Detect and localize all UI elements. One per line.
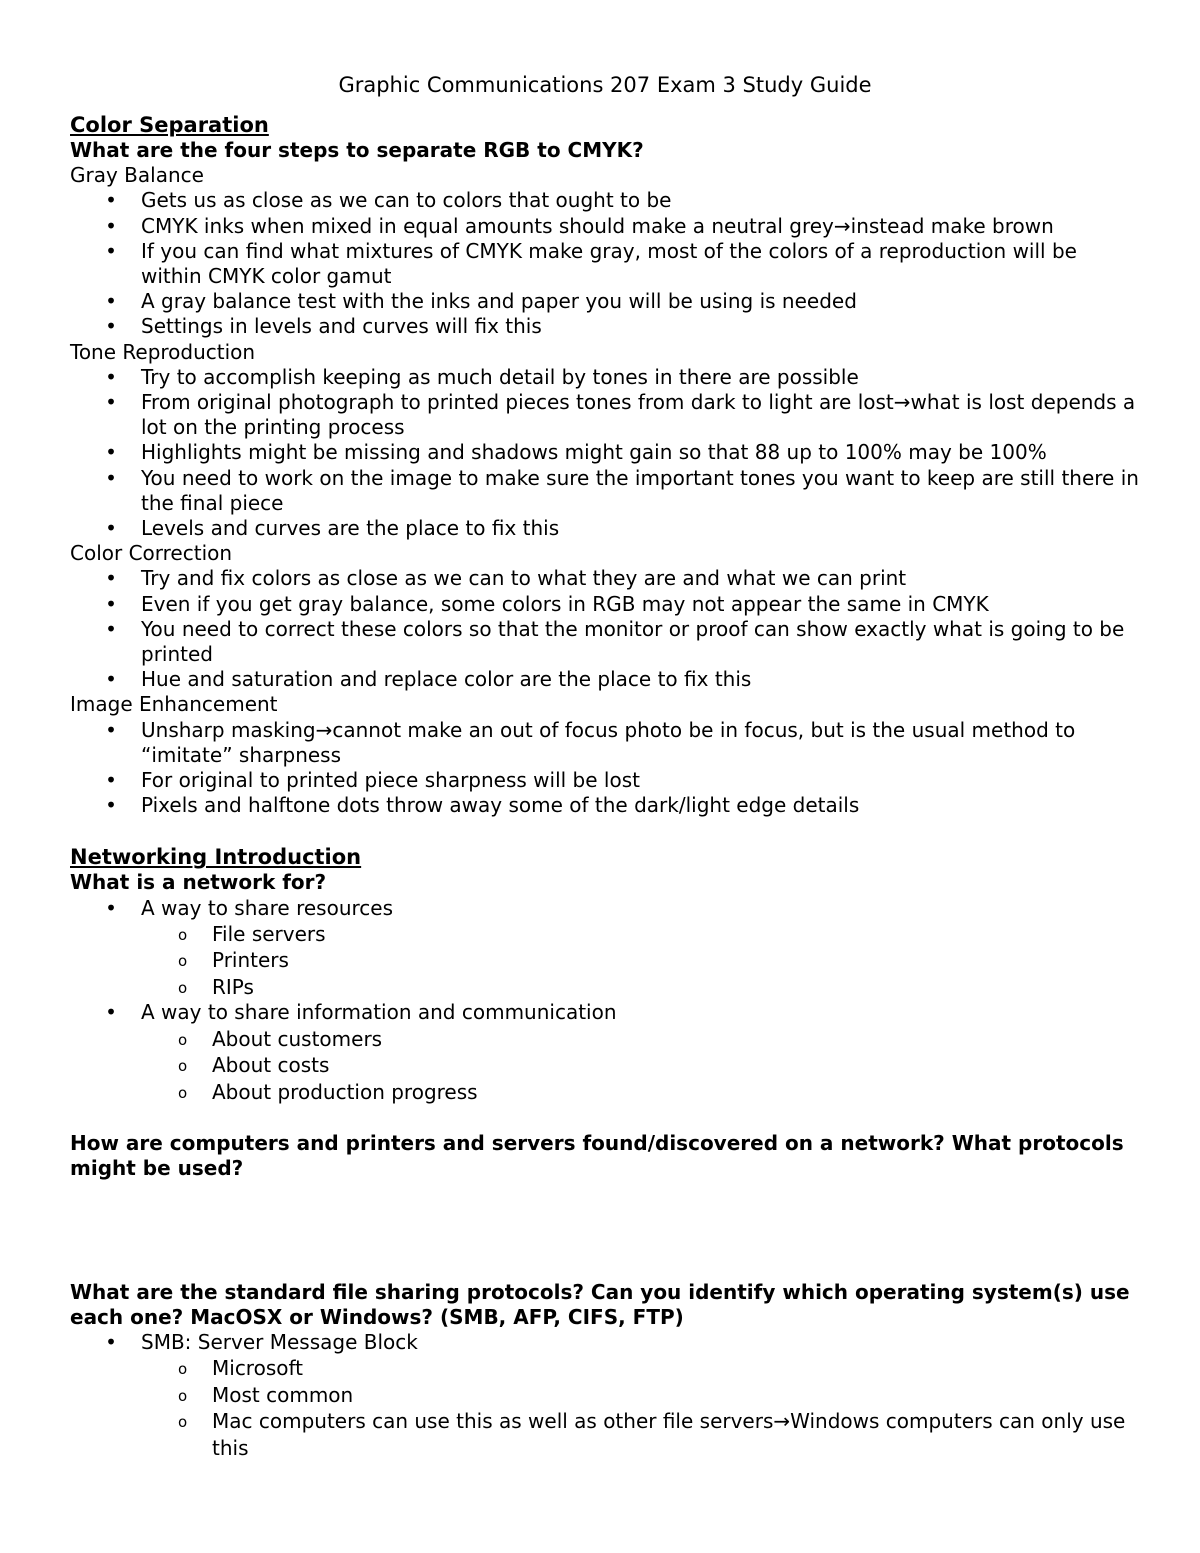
bullet-icon: •	[105, 717, 117, 742]
list-item: • CMYK inks when mixed in equal amounts should make a neutral grey→instead make brown	[105, 213, 1054, 238]
bullet-icon: •	[105, 188, 117, 213]
sublist-item: o RIPs	[141, 974, 1140, 1001]
gray-balance-list	[70, 188, 1140, 339]
list-item: • Hue and saturation and replace color are the place to fix this	[105, 667, 752, 692]
subheading-image-enhancement: Image Enhancement	[70, 692, 278, 717]
sublist-item: o Mac computers can use this as well as other file servers→Windows computers can only use this	[178, 1409, 1126, 1460]
bullet-icon: •	[105, 390, 117, 415]
sublist	[141, 1355, 1140, 1461]
sublist	[141, 1026, 1140, 1106]
bullet-icon: •	[105, 465, 117, 490]
tone-reproduction-list	[70, 365, 1140, 541]
bullet-icon: •	[105, 793, 117, 818]
sublist-item: o Printers	[141, 947, 1140, 974]
section-heading-networking: Networking Introduction	[70, 845, 362, 870]
list-item: • SMB: Server Message Block o Microsoft o Most common o Mac computers can use this as well as other file servers→Windows computers can only use this	[70, 1330, 1140, 1461]
spacer	[70, 1182, 1140, 1280]
question-network-purpose: What is a network for?	[70, 870, 327, 895]
list-item: • Settings in levels and curves will fix this	[105, 314, 542, 339]
list-item: • Levels and curves are the place to fix this	[105, 516, 560, 541]
list-item: • From original photograph to printed pieces tones from dark to light are lost→what is lost depends a lot on the printing process	[105, 390, 1136, 440]
list-item: • Try and fix colors as close as we can to what they are and what we can print	[105, 566, 907, 591]
question-file-sharing-protocols: What are the standard file sharing protocols? Can you identify which operating system(s) use each one? MacOSX or Windows? (SMB, AFP, CIFS, FTP)	[70, 1279, 1130, 1329]
bullet-icon: •	[105, 566, 117, 591]
list-item: • Highlights might be missing and shadows might gain so that 88 up to 100% may be 100%	[105, 440, 1047, 465]
bullet-icon: •	[105, 213, 117, 238]
circle-bullet-icon: o	[178, 1386, 188, 1405]
sublist-item: o Most common	[141, 1382, 1140, 1409]
bullet-icon: •	[105, 768, 117, 793]
sublist-item: o About production progress	[141, 1079, 1140, 1106]
circle-bullet-icon: o	[178, 1413, 188, 1432]
bullet-icon: •	[105, 591, 117, 616]
question-discovery-protocols: How are computers and printers and servers found/discovered on a network? What protocols might be used?	[70, 1131, 1124, 1181]
circle-bullet-icon: o	[178, 1030, 188, 1049]
bullet-icon: •	[105, 238, 117, 263]
bullet-icon: •	[105, 616, 117, 641]
image-enhancement-list	[70, 718, 1140, 819]
bullet-icon: •	[105, 895, 117, 920]
document-title: Graphic Communications 207 Exam 3 Study Guide	[338, 73, 872, 97]
bullet-icon: •	[105, 364, 117, 389]
sublist-item: o Microsoft	[141, 1355, 1140, 1382]
sublist	[141, 921, 1140, 1001]
circle-bullet-icon: o	[178, 1083, 188, 1102]
bullet-icon: •	[105, 314, 117, 339]
circle-bullet-icon: o	[178, 1057, 188, 1076]
circle-bullet-icon: o	[178, 978, 188, 997]
circle-bullet-icon: o	[178, 925, 188, 944]
list-item: • You need to correct these colors so that the monitor or proof can show exactly what is going to be printed	[105, 616, 1125, 667]
spacer	[70, 1105, 1140, 1131]
subheading-color-correction: Color Correction	[70, 541, 233, 566]
bullet-icon: •	[105, 1000, 117, 1025]
bullet-icon: •	[105, 667, 117, 692]
list-item: • Gets us as close as we can to colors that ought to be	[105, 188, 672, 213]
circle-bullet-icon: o	[178, 952, 188, 971]
subheading-gray-balance: Gray Balance	[70, 163, 204, 188]
document-page	[70, 72, 1140, 1461]
spacer	[70, 818, 1140, 844]
list-item: • A way to share information and communication o About customers o About costs o About production progress	[70, 1000, 1140, 1105]
list-item: • A gray balance test with the inks and paper you will be using is needed	[105, 289, 857, 314]
subheading-tone-reproduction: Tone Reproduction	[70, 339, 256, 364]
bullet-icon: •	[105, 516, 117, 541]
file-sharing-list	[70, 1330, 1140, 1461]
list-item: • For original to printed piece sharpness will be lost	[105, 768, 640, 793]
list-item: • Unsharp masking→cannot make an out of focus photo be in focus, but is the usual method to “imitate” sharpness	[105, 717, 1076, 767]
question-four-steps: What are the four steps to separate RGB to CMYK?	[70, 138, 644, 162]
list-item: • Pixels and halftone dots throw away some of the dark/light edge details	[105, 793, 860, 818]
network-purpose-list	[70, 896, 1140, 1105]
sublist-item: o About customers	[141, 1026, 1140, 1053]
bullet-icon: •	[105, 440, 117, 465]
sublist-item: o About costs	[141, 1052, 1140, 1079]
list-item: • You need to work on the image to make sure the important tones you want to keep are still there in the final piece	[105, 465, 1139, 515]
color-correction-list	[70, 566, 1140, 692]
circle-bullet-icon: o	[178, 1360, 188, 1379]
bullet-icon: •	[105, 289, 117, 314]
list-item: • If you can find what mixtures of CMYK make gray, most of the colors of a reproduction will be within CMYK color gamut	[105, 238, 1077, 289]
sublist-item: o File servers	[141, 921, 1140, 948]
list-item: • A way to share resources o File servers o Printers o RIPs	[70, 896, 1140, 1001]
list-item: • Try to accomplish keeping as much detail by tones in there are possible	[105, 364, 859, 389]
section-heading-color-separation: Color Separation	[70, 113, 269, 137]
bullet-icon: •	[105, 1329, 117, 1354]
list-item: • Even if you get gray balance, some colors in RGB may not appear the same in CMYK	[105, 591, 989, 616]
